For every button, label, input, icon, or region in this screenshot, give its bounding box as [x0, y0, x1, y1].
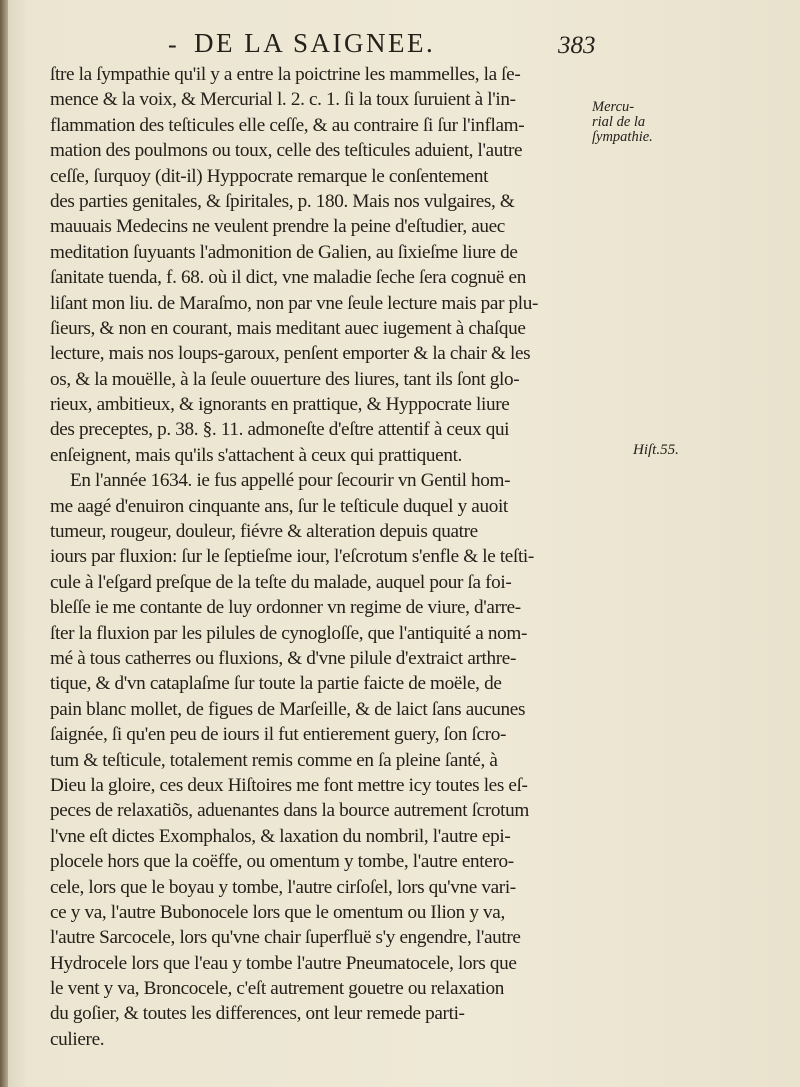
text-line: flammation des teſticules elle ceſſe, & au contraire ſi ſur l'inflam- [50, 114, 525, 136]
text-line: ſaignée, ſi qu'en peu de iours il fut entierement guery, ſon ſcro- [50, 724, 506, 746]
text-line: meditation ſuyuants l'admonition de Galien, au ſixieſme liure de [50, 241, 518, 263]
page-number: 383 [558, 32, 596, 59]
text-line: me aagé d'enuiron cinquante ans, ſur le teſticule duquel y auoit [50, 495, 508, 517]
text-line: bleſſe ie me contante de luy ordonner vn regime de viure, d'arre- [50, 597, 521, 619]
text-line: cule à l'eſgard preſque de la teſte du malade, auquel pour ſa foi- [50, 571, 512, 593]
margin-note-line: rial de la [592, 114, 646, 130]
text-line: os, & la mouëlle, à la ſeule ouuerture des liures, tant ils ſont glo- [50, 368, 520, 390]
text-line: plocele hors que la coëffe, ou omentum y tombe, l'autre entero- [50, 851, 514, 873]
text-line: l'autre Sarcocele, lors qu'vne chair ſuperfluë s'y engendre, l'autre [50, 927, 521, 949]
margin-note-line: ſympathie. [592, 129, 653, 145]
text-line: peces de relaxatiõs, aduenantes dans la bource autrement ſcrotum [50, 800, 529, 822]
running-head-dash: - [168, 30, 177, 59]
text-line: liſant mon liu. de Maraſmo, non par vne ſeule lecture mais par plu- [50, 292, 539, 314]
body-text [50, 62, 610, 1052]
text-line: ſtre la ſympathie qu'il y a entre la poictrine les mammelles, la ſe- [50, 64, 521, 85]
text-line: lecture, mais nos loups-garoux, penſent emporter & la chair & les [50, 343, 531, 365]
running-head [0, 28, 800, 64]
running-head-title: DE LA SAIGNEE. [194, 28, 436, 58]
text-line: rieux, ambitieux, & ignorants en prattique, & Hyppocrate liure [50, 394, 510, 416]
margin-note-histoire: Hiſt.55. [633, 442, 679, 458]
text-line: ceſſe, ſurquoy (dit-il) Hyppocrate remarque le conſentement [50, 165, 489, 187]
text-line: pain blanc mollet, de figues de Marſeille, & de laict ſans aucunes [50, 698, 526, 720]
text-line: ſter la fluxion par les pilules de cynogloſſe, que l'antiquité a nom- [50, 622, 527, 644]
text-line: l'vne eſt dictes Exomphalos, & laxation du nombril, l'autre epi- [50, 825, 511, 847]
margin-note-line: Mercu- [592, 99, 635, 115]
text-line: iours par fluxion: ſur le ſeptieſme iour, l'eſcrotum s'enfle & le teſti- [50, 546, 534, 568]
text-line: Hydrocele lors que l'eau y tombe l'autre Pneumatocele, lors que [50, 952, 517, 974]
text-line: mence & la voix, & Mercurial l. 2. c. 1. ſi la toux ſuruient à l'in- [50, 89, 516, 111]
text-line: des preceptes, p. 38. §. 11. admoneſte d'eſtre attentif à ceux qui [50, 419, 510, 441]
text-line: des parties genitales, & ſpiritales, p. 180. Mais nos vulgaires, & [50, 190, 515, 212]
text-line: mauuais Medecins ne veulent prendre la peine d'eſtudier, auec [50, 216, 505, 238]
text-line: le vent y va, Broncocele, c'eſt autrement gouetre ou relaxation [50, 978, 504, 1000]
text-line: Dieu la gloire, ces deux Hiſtoires me font mettre icy toutes les eſ- [50, 774, 528, 796]
text-line: culiere. [50, 1028, 105, 1050]
text-line: cele, lors que le boyau y tombe, l'autre cirſoſel, lors qu'vne vari- [50, 876, 516, 898]
text-line: du goſier, & toutes les differences, ont leur remede parti- [50, 1003, 465, 1025]
binding-gutter [0, 0, 8, 1087]
text-line: mation des poulmons ou toux, celle des teſticules aduient, l'autre [50, 140, 523, 162]
text-line: tum & teſticule, totalement remis comme en ſa pleine ſanté, à [50, 749, 498, 771]
text-line: enſeignent, mais qu'ils s'attachent à ceux qui prattiquent. [50, 444, 462, 466]
text-line: tumeur, rougeur, douleur, fiévre & alteration depuis quatre [50, 521, 478, 543]
text-line: tique, & d'vn cataplaſme ſur toute la partie faicte de moële, de [50, 673, 502, 695]
text-line: ſanitate tuenda, f. 68. où il dict, vne maladie ſeche ſera cognuë en [50, 267, 526, 289]
text-line: En l'année 1634. ie fus appellé pour ſecourir vn Gentil hom- [70, 470, 511, 492]
text-line: ſieurs, & non en courant, mais meditant auec iugement à chaſque [50, 317, 526, 339]
text-line: mé à tous catherres ou fluxions, & d'vne pilule d'extraict arthre- [50, 647, 517, 669]
text-line: ce y va, l'autre Bubonocele lors que le omentum ou Ilion y va, [50, 901, 505, 923]
